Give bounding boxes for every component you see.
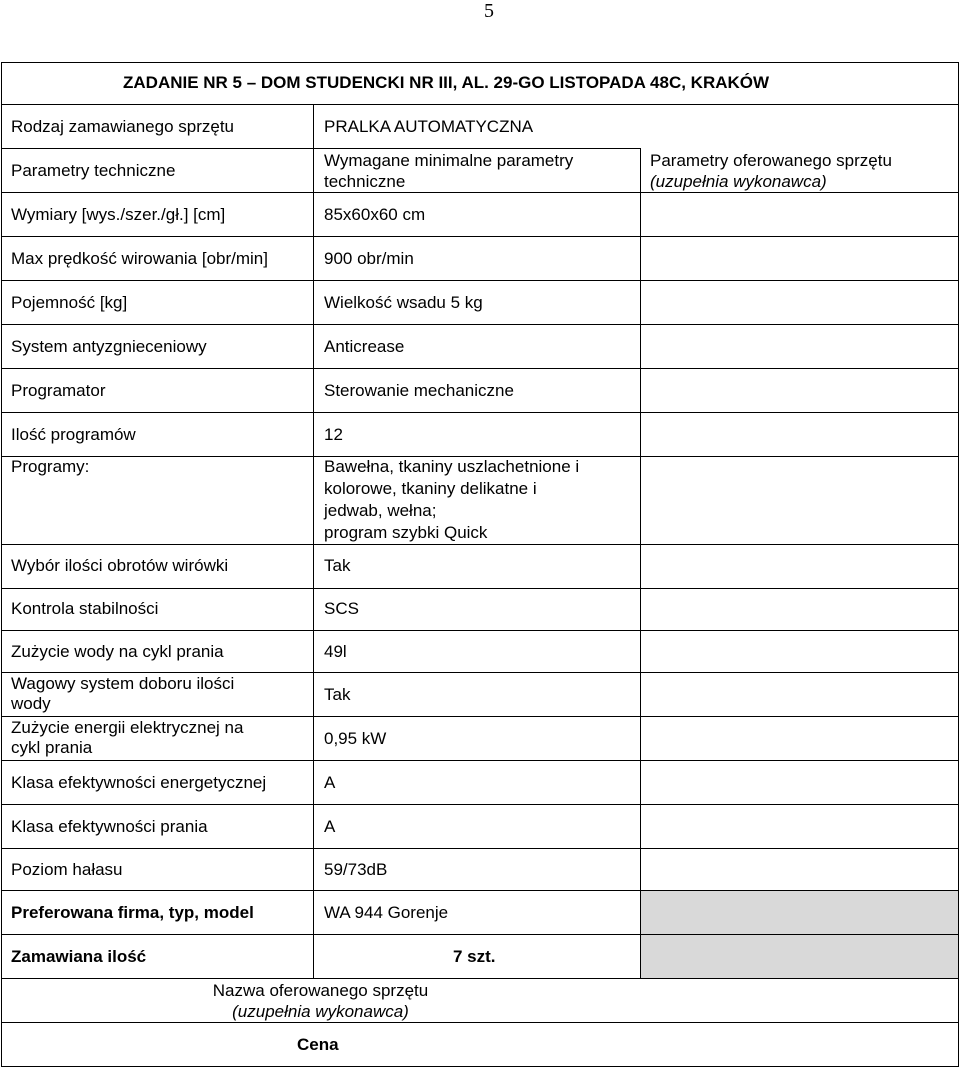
row-label-noise: Poziom hałasu: [11, 860, 123, 879]
row-label-energy-class: Klasa efektywności energetycznej: [11, 773, 267, 792]
programs-line3: jedwab, wełna;: [324, 501, 437, 520]
energy-usage-line2: cykl prania: [11, 738, 93, 757]
equipment-type-value: PRALKA AUTOMATYCZNA: [324, 117, 534, 136]
row-value-energy-class: A: [324, 773, 336, 792]
weight-system-line2: wody: [11, 694, 51, 713]
row-value-energy-usage: 0,95 kW: [324, 729, 387, 748]
page-number: 5: [484, 0, 494, 22]
quantity-label: Zamawiana ilość: [11, 947, 147, 966]
row-value-program-count: 12: [324, 425, 343, 444]
equipment-type-label: Rodzaj zamawianego sprzętu: [11, 117, 235, 136]
row-label-program-count: Ilość programów: [11, 425, 136, 444]
row-label-wash-class: Klasa efektywności prania: [11, 817, 208, 836]
row-value-spin-speed: 900 obr/min: [324, 249, 414, 268]
row-value-anticrease: Anticrease: [324, 337, 405, 356]
row-value-stability: SCS: [324, 599, 359, 618]
offered-params-header: [650, 150, 892, 192]
row-label-stability: Kontrola stabilności: [11, 599, 159, 618]
programs-line2: kolorowe, tkaniny delikatne i: [324, 479, 537, 498]
row-label-programs: Programy:: [11, 457, 90, 476]
required-params-line1: Wymagane minimalne parametry: [324, 151, 574, 170]
price-label: Cena: [297, 1035, 339, 1054]
row-value-capacity: Wielkość wsadu 5 kg: [324, 293, 483, 312]
row-label-weight-system: [11, 674, 234, 714]
weight-system-line1: Wagowy system doboru ilości: [11, 674, 235, 693]
preferred-offered-cell: [640, 890, 959, 934]
offered-name-line1: Nazwa oferowanego sprzętu: [212, 981, 429, 1000]
preferred-label: Preferowana firma, typ, model: [11, 903, 254, 922]
row-label-energy-usage: [11, 718, 243, 758]
row-label-dimensions: Wymiary [wys./szer./gł.] [cm]: [11, 205, 226, 224]
programs-line1: Bawełna, tkaniny uszlachetnione i: [324, 457, 580, 476]
programs-line4: program szybki Quick: [324, 523, 488, 542]
row-value-noise: 59/73dB: [324, 860, 388, 879]
row-value-water-usage: 49l: [324, 642, 347, 661]
row-label-spin-selection: Wybór ilości obrotów wirówki: [11, 556, 229, 575]
row-value-dimensions: 85x60x60 cm: [324, 205, 426, 224]
params-label: Parametry techniczne: [11, 161, 176, 180]
offered-name-line2: (uzupełnia wykonawca): [232, 1002, 409, 1021]
document-title: ZADANIE NR 5 – DOM STUDENCKI NR III, AL. 29-GO LISTOPADA 48C, KRAKÓW: [123, 73, 770, 92]
required-params-header: [324, 150, 573, 192]
offered-params-line1: Parametry oferowanego sprzętu: [650, 151, 892, 170]
required-params-line2: techniczne: [324, 172, 406, 191]
row-label-programmer: Programator: [11, 381, 106, 400]
offered-params-line2: (uzupełnia wykonawca): [650, 172, 827, 191]
quantity-offered-cell: [640, 934, 959, 978]
row-label-spin-speed: Max prędkość wirowania [obr/min]: [11, 249, 268, 268]
row-label-capacity: Pojemność [kg]: [11, 293, 128, 312]
row-value-programs: [324, 456, 579, 544]
row-value-spin-selection: Tak: [324, 556, 351, 575]
row-value-wash-class: A: [324, 817, 336, 836]
row-label-anticrease: System antyzgnieceniowy: [11, 337, 207, 356]
preferred-value: WA 944 Gorenje: [324, 903, 449, 922]
offered-name-label: [193, 980, 448, 1022]
row-value-weight-system: Tak: [324, 685, 351, 704]
energy-usage-line1: Zużycie energii elektrycznej na: [11, 718, 244, 737]
quantity-value: 7 szt.: [453, 947, 496, 966]
row-value-programmer: Sterowanie mechaniczne: [324, 381, 514, 400]
row-label-water-usage: Zużycie wody na cykl prania: [11, 642, 224, 661]
